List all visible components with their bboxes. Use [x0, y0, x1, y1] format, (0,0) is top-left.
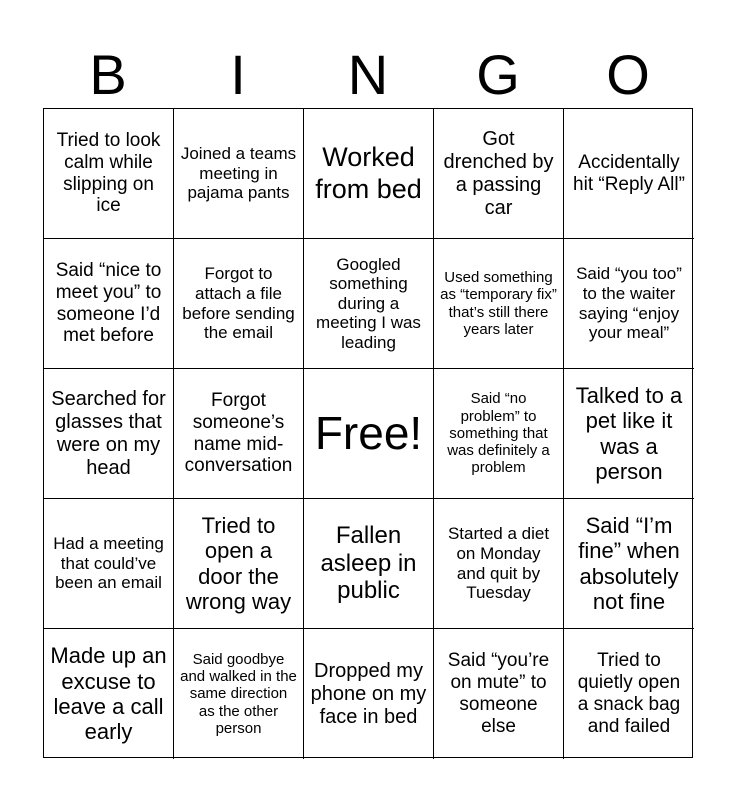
cell-text: Free! — [314, 407, 423, 460]
bingo-board — [43, 108, 693, 758]
cell-text: Dropped my phone on my face in bed — [310, 659, 427, 728]
bingo-cell[interactable] — [44, 239, 174, 369]
cell-text: Started a diet on Monday and quit by Tuesday — [447, 524, 550, 603]
bingo-cell[interactable] — [434, 109, 564, 239]
bingo-cell[interactable] — [44, 369, 174, 499]
cell-text: Tried to open a door the wrong way — [185, 512, 292, 614]
bingo-cell[interactable] — [44, 109, 174, 239]
cell-text: Forgot someone’s name mid-conversation — [184, 389, 293, 477]
title-letter-g: G — [476, 43, 520, 106]
cell-text: Googled something during a meeting I was leading — [316, 254, 421, 352]
bingo-cell[interactable] — [304, 629, 434, 759]
cell-text: Accidentally hit “Reply All” — [573, 151, 685, 195]
bingo-cell[interactable] — [564, 369, 694, 499]
bingo-cell[interactable] — [174, 499, 304, 629]
cell-text: Said “you too” to the waiter saying “enjoy your meal” — [576, 264, 682, 343]
cell-text: Fallen asleep in public — [320, 522, 417, 605]
bingo-cell[interactable] — [44, 629, 174, 759]
title-letter-o: O — [606, 43, 650, 106]
cell-text: Used something as “temporary fix” that’s still there years later — [440, 269, 557, 338]
cell-text: Got drenched by a passing car — [443, 127, 554, 219]
title-letter-b: B — [89, 43, 127, 106]
cell-text: Said “I’m fine” when absolutely not fine — [578, 512, 680, 614]
bingo-cell[interactable] — [564, 499, 694, 629]
cell-text: Searched for glasses that were on my head — [51, 387, 166, 479]
cell-text: Talked to a pet like it was a person — [575, 382, 683, 484]
bingo-title — [43, 42, 693, 108]
cell-text: Said goodbye and walked in the same direction as the other person — [180, 650, 297, 737]
bingo-cell[interactable] — [434, 239, 564, 369]
bingo-cell[interactable] — [564, 239, 694, 369]
cell-text: Said “no problem” to something that was definitely a problem — [447, 390, 550, 477]
bingo-cell[interactable] — [434, 499, 564, 629]
title-letter-n: N — [347, 43, 389, 106]
bingo-cell[interactable] — [564, 629, 694, 759]
cell-text: Joined a teams meeting in pajama pants — [180, 144, 297, 203]
bingo-cell[interactable] — [434, 369, 564, 499]
bingo-cell[interactable] — [304, 239, 434, 369]
bingo-cell[interactable] — [434, 629, 564, 759]
cell-text: Made up an excuse to leave a call early — [50, 643, 167, 745]
cell-text: Forgot to attach a file before sending the email — [182, 264, 295, 343]
bingo-cell[interactable] — [174, 239, 304, 369]
bingo-cell[interactable] — [304, 499, 434, 629]
cell-text: Said “you’re on mute” to someone else — [447, 650, 550, 737]
bingo-cell[interactable] — [564, 109, 694, 239]
title-letter-i: I — [230, 43, 246, 106]
cell-text: Said “nice to meet you” to someone I’d met before — [55, 259, 162, 347]
cell-text: Tried to quietly open a snack bag and failed — [577, 650, 681, 737]
bingo-cell[interactable] — [174, 109, 304, 239]
bingo-cell[interactable] — [174, 629, 304, 759]
free-space[interactable] — [304, 369, 434, 499]
bingo-cell[interactable] — [304, 109, 434, 239]
bingo-cell[interactable] — [44, 499, 174, 629]
cell-text: Tried to look calm while slipping on ice — [56, 129, 161, 217]
bingo-cell[interactable] — [174, 369, 304, 499]
cell-text: Worked from bed — [315, 142, 422, 204]
cell-text: Had a meeting that could’ve been an email — [53, 534, 164, 593]
